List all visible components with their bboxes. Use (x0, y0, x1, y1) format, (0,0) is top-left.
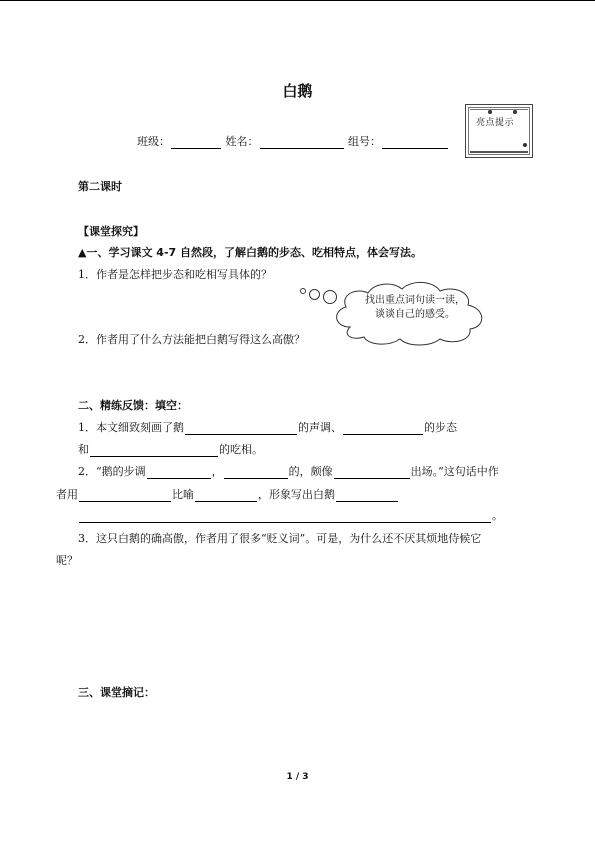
thought-bubble-dot (309, 289, 320, 300)
q1-text-d: 和 (78, 443, 89, 456)
page-number: 1 / 3 (286, 772, 309, 782)
q2-text-g: ，形象写出白鹅 (258, 488, 335, 501)
q1-blank-3[interactable] (90, 444, 218, 457)
q2-blank-5[interactable] (195, 489, 257, 502)
q2-text-b: ， (211, 465, 223, 478)
section-heading-notes: 三、课堂摘记： (78, 686, 155, 699)
q1-text-b: 的声调、 (298, 421, 342, 434)
thought-cloud-tip: 找出重点词句读一读，谈谈自己的感受。 (365, 295, 465, 320)
badge-top-bar (470, 109, 528, 114)
name-label: 姓名： (225, 135, 259, 148)
q1-text-c: 的步态 (424, 421, 457, 434)
section-heading-practice: 二、精练反馈：填空： (78, 399, 188, 412)
section-heading-explore: 【课堂探究】 (78, 225, 144, 238)
q1-text-a: 1．本文细致刻画了鹅 (78, 421, 184, 434)
class-field[interactable] (171, 136, 221, 149)
q2-text-a: 2．“鹅的步调 (78, 465, 146, 478)
group-label: 组号： (348, 135, 381, 148)
q1-text-e: 的吃相。 (219, 443, 263, 456)
q2-blank-1[interactable] (147, 466, 211, 479)
q2-text-c: 的，颇像 (288, 465, 333, 478)
q2-blank-4[interactable] (79, 489, 171, 502)
q2-text-e: 者用 (56, 488, 78, 501)
fill-question-2-line-3 (78, 507, 503, 523)
badge-dot-icon (488, 110, 492, 114)
q2-end-mark: 。 (492, 509, 503, 522)
question-3-line-2: 呢？ (56, 554, 78, 567)
class-label: 班级： (137, 135, 170, 148)
q2-text-f: 比喻 (172, 488, 194, 501)
group-field[interactable] (382, 136, 448, 149)
question-2: 2．作者用了什么方法能把白鹅写得这么高傲？ (78, 333, 305, 346)
question-3-line-1: 3．这只白鹅的确高傲，作者用了很多“贬义词”。可是，为什么还不厌其烦地侍候它 (78, 532, 482, 545)
question-1: 1．作者是怎样把步态和吃相写具体的？ (78, 268, 272, 281)
badge-label: 亮点提示 (476, 118, 515, 128)
fill-question-2-line-1 (78, 463, 499, 479)
page-title: 白鹅 (282, 82, 313, 100)
highlight-tip-badge (465, 104, 533, 158)
fill-question-2-line-2 (56, 486, 399, 502)
name-field[interactable] (260, 136, 344, 149)
q2-blank-6[interactable] (336, 489, 398, 502)
top-border-line (0, 0, 595, 1)
q2-blank-2[interactable] (224, 466, 288, 479)
thought-bubble-dot (300, 288, 306, 294)
badge-dot-icon (513, 110, 517, 114)
q1-blank-2[interactable] (343, 422, 423, 435)
badge-bottom-bar (470, 147, 528, 153)
fill-question-1-line-2 (78, 441, 263, 457)
fill-question-1-line-1 (78, 419, 457, 435)
q2-text-d: 出场。”这句话中作 (410, 465, 499, 478)
q2-blank-7[interactable] (79, 510, 491, 523)
q2-blank-3[interactable] (334, 466, 410, 479)
student-info-line (137, 133, 449, 149)
lesson-heading: 第二课时 (78, 180, 122, 193)
q1-blank-1[interactable] (185, 422, 297, 435)
task-heading: ▲一、学习课文 4-7 自然段，了解白鹅的步态、吃相特点，体会写法。 (78, 246, 422, 259)
